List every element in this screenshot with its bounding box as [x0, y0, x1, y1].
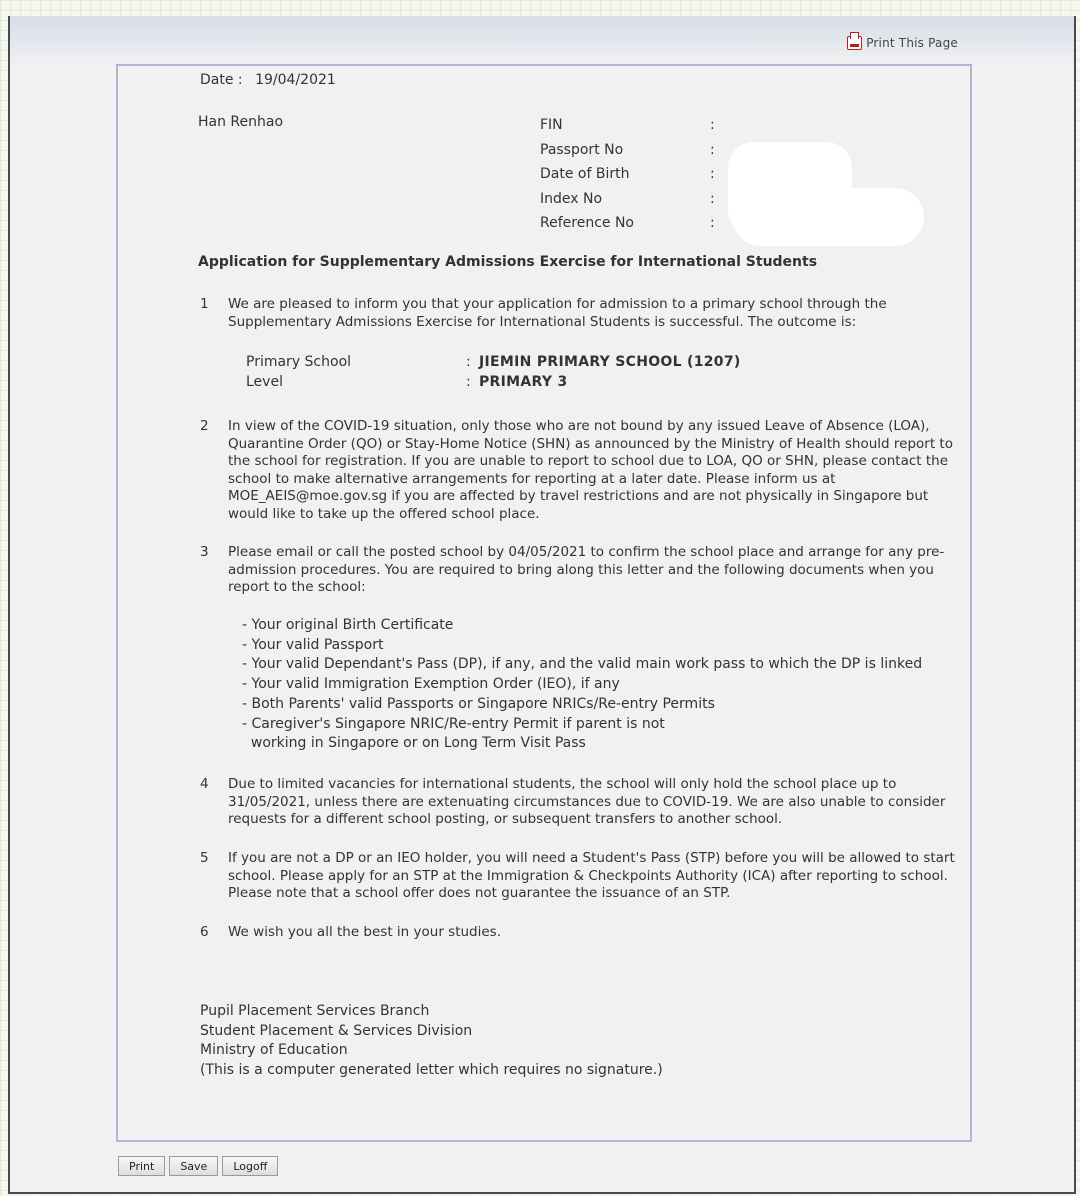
- paragraph-number: 4: [200, 776, 209, 792]
- print-this-page-link[interactable]: [847, 36, 958, 50]
- info-row-reference: [540, 214, 730, 239]
- letter-signoff: [200, 1002, 663, 1080]
- redaction-mark: [732, 188, 924, 246]
- info-colon: :: [710, 117, 715, 133]
- paragraph-number: 5: [200, 850, 209, 866]
- info-colon: :: [710, 141, 715, 158]
- signoff-line: (This is a computer generated letter which requires no signature.): [200, 1061, 663, 1078]
- document-item: - Your valid Passport: [242, 636, 384, 653]
- outcome-table: [246, 352, 741, 392]
- print-this-page-label[interactable]: Print This Page: [866, 36, 958, 50]
- info-label: Date of Birth: [540, 166, 630, 182]
- letter-panel: [116, 64, 972, 1142]
- paragraph-number: 2: [200, 418, 209, 434]
- info-row-index: [540, 190, 730, 215]
- paragraph-text: If you are not a DP or an IEO holder, you will need a Student's Pass (STP) before you will be allowed to start school. Please apply for an STP at the Immigration & Checkpoints Authority (ICA) after reporting to school. Please note that a school offer does not guarantee the issuance of an STP.: [228, 850, 955, 902]
- paragraph-3: [198, 544, 968, 597]
- letter-date: [200, 72, 336, 88]
- info-label: FIN: [540, 117, 563, 133]
- logoff-button[interactable]: Logoff: [222, 1156, 278, 1176]
- outcome-label: Level: [246, 374, 283, 390]
- paragraph-number: 1: [200, 296, 209, 312]
- letter-subject: Application for Supplementary Admissions Exercise for International Students: [198, 254, 818, 270]
- printer-icon[interactable]: [847, 36, 862, 50]
- document-item: - Your valid Dependant's Pass (DP), if any, and the valid main work pass to which the DP is linked: [242, 656, 923, 673]
- signoff-line: Pupil Placement Services Branch: [200, 1003, 430, 1019]
- paragraph-number: 6: [200, 924, 209, 940]
- paragraph-2: [198, 418, 968, 524]
- date-label: Date :: [200, 72, 243, 88]
- info-label: Passport No: [540, 141, 624, 158]
- paragraph-1: [198, 296, 968, 331]
- paragraph-5: [198, 850, 968, 903]
- outcome-colon: :: [466, 374, 471, 390]
- outcome-value: PRIMARY 3: [479, 374, 568, 390]
- info-colon: :: [710, 166, 715, 182]
- signoff-line: Student Placement & Services Division: [200, 1022, 473, 1039]
- outcome-row-school: [246, 352, 741, 372]
- save-button[interactable]: Save: [169, 1156, 218, 1176]
- paragraph-text: We are pleased to inform you that your application for admission to a primary school through the Supplementary Admissions Exercise for International Students is successful. The outcome is:: [228, 296, 887, 330]
- paragraph-text: Due to limited vacancies for international students, the school will only hold the school place up to 31/05/2021, unless there are extenuating circumstances due to COVID-19. We are also unable to consider requests for a different school posting, or subsequent transfers to another school.: [228, 776, 946, 828]
- date-value: 19/04/2021: [255, 72, 336, 88]
- info-colon: :: [710, 190, 715, 207]
- info-row-fin: [540, 116, 730, 141]
- info-row-dob: [540, 165, 730, 190]
- document-item: - Caregiver's Singapore NRIC/Re-entry Permit if parent is not: [242, 715, 665, 732]
- paragraph-4: [198, 776, 968, 829]
- addressee-name: Han Renhao: [198, 114, 284, 130]
- paragraph-text: We wish you all the best in your studies.: [228, 924, 502, 940]
- paragraph-text: In view of the COVID-19 situation, only those who are not bound by any issued Leave of Absence (LOA), Quarantine Order (QO) or Stay-Home Notice (SHN) as announced by the Ministry of Health should report to the school for registration. If you are unable to report to school due to LOA, QO or SHN, please contact the school to make alternative arrangements for reporting at a later date. Please inform us at MOE_AEIS@moe.gov.sg if you are affected by travel restrictions and are not physically in Singapore but would like to take up the offered school place.: [228, 418, 953, 522]
- document-item: - Your original Birth Certificate: [242, 617, 454, 633]
- document-item: - Both Parents' valid Passports or Singapore NRICs/Re-entry Permits: [242, 695, 715, 712]
- action-button-bar: [118, 1156, 278, 1176]
- info-label: Reference No: [540, 215, 634, 231]
- outcome-colon: :: [466, 354, 471, 370]
- outcome-row-level: [246, 372, 741, 392]
- paragraph-6: [198, 924, 968, 942]
- signoff-line: Ministry of Education: [200, 1042, 348, 1059]
- required-documents-list: [242, 616, 922, 754]
- document-item: - Your valid Immigration Exemption Order (IEO), if any: [242, 676, 620, 693]
- paragraph-text: Please email or call the posted school by 04/05/2021 to confirm the school place and arrange for any pre-admission procedures. You are required to bring along this letter and the following documents when you report to the school:: [228, 544, 945, 596]
- paragraph-number: 3: [200, 544, 209, 560]
- document-item: working in Singapore or on Long Term Visit Pass: [242, 735, 586, 752]
- info-row-passport: [540, 141, 730, 166]
- outcome-label: Primary School: [246, 354, 352, 370]
- print-button[interactable]: Print: [118, 1156, 165, 1176]
- outcome-value: JIEMIN PRIMARY SCHOOL (1207): [479, 354, 741, 370]
- page-frame: [8, 16, 1076, 1194]
- info-label: Index No: [540, 190, 603, 207]
- applicant-info-table: [540, 116, 730, 239]
- info-colon: :: [710, 215, 715, 231]
